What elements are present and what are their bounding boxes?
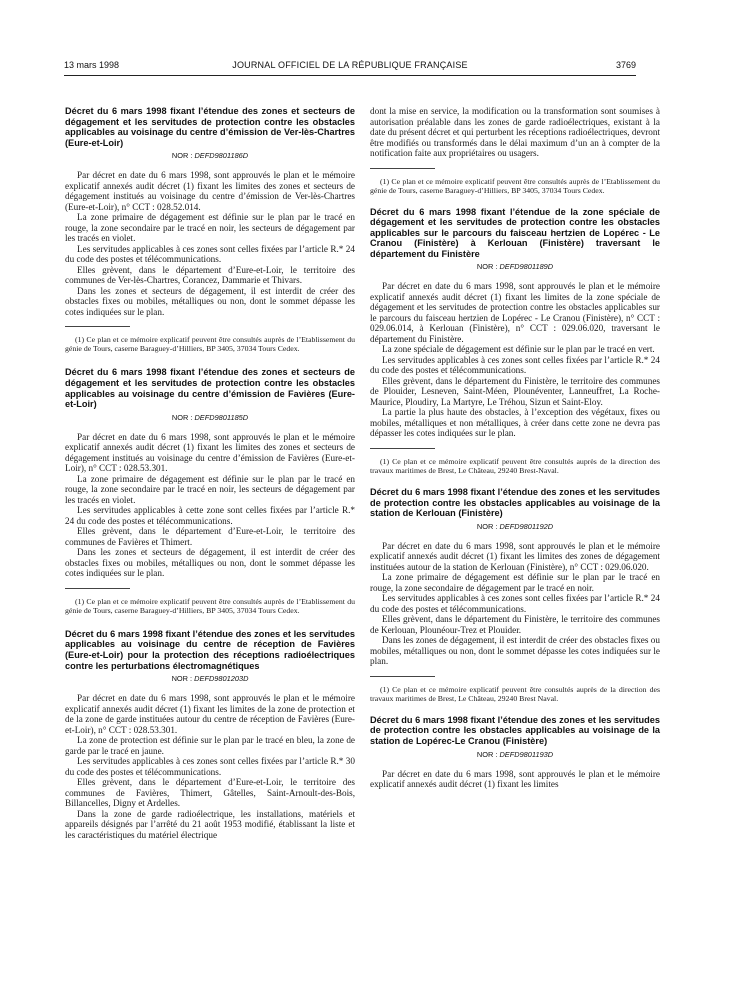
footnote: (1) Ce plan et ce mémoire explicatif peuvent être consultés auprès de la direction des travaux maritimes de Brest, Le Château, 29240 Brest-Naval. — [370, 456, 660, 475]
nor-reference — [370, 750, 660, 759]
footnote: (1) Ce plan et ce mémoire explicatif peuvent être consultés auprès de l’Etablissement du génie de Tours, caserne Baraguey-d’Hilliers, BP 3405, 37034 Tours Cedex. — [65, 596, 355, 615]
nor-reference — [65, 151, 355, 160]
decree-loperec-kerlouan-faisceau — [370, 207, 660, 475]
decree-loperec-station — [370, 715, 660, 790]
nor-code: DEFD9801186D — [194, 151, 249, 161]
footnote-separator — [65, 588, 130, 589]
paragraph: La partie la plus haute des obstacles, à l’exception des végétaux, fixes ou mobiles, métalliques et non métalliques, à créer dans cette zone ne devra pas dépasser les cotes indiquées sur le plan. — [370, 407, 660, 439]
nor-label: NOR : — [171, 674, 195, 684]
paragraph: Elles grèvent, dans le département du Finistère, le territoire des communes de Kerlouan, Plounéour-Trez et Plouider. — [370, 614, 660, 635]
paragraph: Les servitudes applicables à ces zones sont celles fixées par l’article R.* 24 du code des postes et télécommunications. — [370, 593, 660, 614]
decree-title: Décret du 6 mars 1998 fixant l’étendue des zones et les servitudes de protection contre les obstacles applicables au voisinage de la station de Lopérec-Le Cranou (Finistère) — [370, 714, 660, 746]
header-date: 13 mars 1998 — [64, 60, 120, 70]
nor-reference — [65, 413, 355, 422]
nor-code: DEFD9801203D — [194, 674, 249, 684]
paragraph: Les servitudes applicables à cette zone sont celles fixées par l’article R.* 24 du code des postes et télécommunications. — [65, 505, 355, 526]
nor-reference — [65, 674, 355, 683]
decree-ver-les-chartres — [65, 106, 355, 353]
decree-title: Décret du 6 mars 1998 fixant l’étendue des zones et secteurs de dégagement et les servitudes de protection contre les obstacles applicables au voisinage du centre d’émission de Ver-lès-Chartres (Eure-et-Loir) — [65, 106, 355, 148]
paragraph: La zone spéciale de dégagement est définie sur le plan par le tracé en vert. — [382, 344, 655, 355]
paragraph: La zone de protection est définie sur le plan par le tracé en bleu, la zone de garde par le tracé en jaune. — [65, 735, 355, 756]
decree-title: Décret du 6 mars 1998 fixant l’étendue de la zone spéciale de dégagement et les servitudes de protection contre les obstacles applicables sur le parcours du faisceau hertzien de Lopérec - Le Cranou (Finistère) à Kerlouan (Finistère) traversant le département du Finistère — [370, 206, 660, 259]
journal-title: JOURNAL OFFICIEL DE LA RÉPUBLIQUE FRANÇAISE — [232, 60, 468, 70]
paragraph: Par décret en date du 6 mars 1998, sont approuvés le plan et le mémoire explicatif annexés audit décret (1) fixant les limites de la zone de protection et de la zone de garde instituées autour du centre de réception de Favières (Eure-et-Loir), n° CCT : 028.53.301. — [65, 693, 355, 735]
footnote-separator — [370, 676, 435, 677]
nor-label: NOR : — [476, 262, 500, 272]
paragraph: Par décret en date du 6 mars 1998, sont approuvés le plan et le mémoire explicatif annexés audit décret (1) fixant les limites des zones de dégagement instituées autour de la station de Kerlouan (Finistère), n° CCT : 029.06.020. — [370, 540, 660, 572]
decree-favieres-emission — [65, 367, 355, 614]
paragraph: Par décret en date du 6 mars 1998, sont approuvés le plan et le mémoire explicatif annexés audit décret (1) fixant les limites des zones et secteurs de dégagement institués au voisinage du centre d’émission de Ver-lès-Chartres (Eure-et-Loir), n° CCT : 028.52.014. — [65, 170, 355, 212]
nor-code: DEFD9801192D — [499, 521, 554, 531]
paragraph: Par décret en date du 6 mars 1998, sont approuvés le plan et le mémoire explicatif annexés audit décret (1) fixant les limites de la zone spéciale de dégagement et les servitudes de protection contre les obstacles applicables sur le parcours du faisceau hertzien de Lopérec - Le Cranou (Finistère), n° CCT : 029.06.014, à Kerlouan (Finistère), n° CCT : 029.06.020, traversant le département du Finistère. — [370, 281, 660, 344]
nor-reference — [370, 262, 660, 271]
paragraph: Dans les zones et secteurs de dégagement, il est interdit de créer des obstacles fixes ou mobiles, métalliques ou non, dont le sommet dépasse les cotes indiquées sur le plan. — [65, 547, 355, 579]
nor-label: NOR : — [476, 521, 500, 531]
paragraph: Par décret en date du 6 mars 1998, sont approuvés le plan et le mémoire explicatif annexés audit décret (1) fixant les limites des zones et secteurs de dégagement institués au voisinage du centre d’émission de Favières (Eure-et-Loir), n° CCT : 028.53.301. — [65, 431, 355, 474]
footnote-separator — [65, 326, 130, 327]
nor-reference — [370, 522, 660, 531]
nor-code: DEFD9801189D — [499, 262, 554, 272]
nor-label: NOR : — [171, 412, 195, 422]
nor-label: NOR : — [476, 749, 500, 759]
paragraph: La zone primaire de dégagement est définie sur le plan par le tracé en rouge, la zone secondaire par le tracé en noir, les secteurs de dégagement par les tracés en violet. — [65, 473, 355, 505]
nor-label: NOR : — [171, 151, 195, 161]
paragraph: Par décret en date du 6 mars 1998, sont approuvés le plan et le mémoire explicatif annexés audit décret (1) fixant les limites — [370, 768, 660, 790]
header-rule — [64, 75, 636, 76]
paragraph: Dans la zone de garde radioélectrique, les installations, matériels et appareils désignés par l’arrêté du 21 août 1953 modifié, établissant la liste et les caractéristiques du matériel électrique — [65, 808, 355, 840]
paragraph: Dans les zones de dégagement, il est interdit de créer des obstacles fixes ou mobiles, métalliques ou non, dont le sommet dépasse les cotes indiquées sur le plan. — [370, 635, 660, 667]
decree-title: Décret du 6 mars 1998 fixant l’étendue des zones et secteurs de dégagement et les servitudes de protection contre les obstacles applicables au voisinage du centre d’émission de Favières (Eure-et-Loir) — [65, 367, 355, 410]
decree-favieres-reception-continued — [370, 106, 660, 195]
paragraph: Elles grèvent, dans le département d’Eure-et-Loir, le territoire des communes de Favières, Thimert, Gâtelles, Saint-Arnoult-des-Bois, Billancelles, Digny et Ardelles. — [65, 777, 355, 809]
decree-kerlouan-station — [370, 487, 660, 703]
paragraph: La zone primaire de dégagement est définie sur le plan par le tracé en rouge, la zone secondaire de dégagement par le tracé en noir. — [370, 572, 660, 593]
footnote: (1) Ce plan et ce mémoire explicatif peuvent être consultés auprès de la direction des travaux maritimes de Brest, Le Château, 29240 Brest Naval. — [370, 684, 660, 703]
nor-code: DEFD9801185D — [194, 412, 249, 422]
footnote-separator — [370, 448, 435, 449]
paragraph: Dans les zones et secteurs de dégagement, il est interdit de créer des obstacles fixes ou mobiles, métalliques ou non, dont le sommet dépasse les cotes indiquées sur le plan. — [65, 285, 355, 317]
paragraph: Elles grèvent, dans le département d’Eure-et-Loir, le territoire des communes de Ver-lès-Chartres, Corancez, Dammarie et Thivars. — [65, 264, 355, 286]
paragraph: Elles grèvent, dans le département du Finistère, le territoire des communes de Plouider, Lesneven, Saint-Méen, Plounéventer, Lanneuffret, La Roche-Maurice, Ploudiry, La Martyre, Le Tréhou, Sizun et Saint-Eloy. — [370, 375, 660, 407]
footnote-separator — [370, 168, 435, 169]
right-column — [370, 106, 660, 790]
left-column — [65, 106, 355, 840]
page-header — [64, 60, 636, 74]
paragraph: La zone primaire de dégagement est définie sur le plan par le tracé en rouge, la zone secondaire par le tracé en noir, les secteurs de dégagement par les tracés en violet. — [65, 212, 355, 244]
paragraph: Les servitudes applicables à ces zones sont celles fixées par l’article R.* 30 du code des postes et télécommunications. — [65, 756, 355, 777]
paragraph: Elles grèvent, dans le département d’Eure-et-Loir, le territoire des communes de Favières et Thimert. — [65, 526, 355, 547]
paragraph: Les servitudes applicables à ces zones sont celles fixées par l’article R.* 24 du code des postes et télécommunications. — [65, 243, 355, 265]
paragraph: Les servitudes applicables à ces zones sont celles fixées par l’article R.* 24 du code des postes et télécommunications. — [370, 354, 660, 376]
nor-code: DEFD9801193D — [499, 749, 554, 759]
decree-title: Décret du 6 mars 1998 fixant l’étendue des zones et les servitudes de protection contre les obstacles applicables au voisinage de la station de Kerlouan (Finistère) — [370, 486, 660, 519]
page-number: 3769 — [615, 60, 636, 70]
footnote: (1) Ce plan et ce mémoire explicatif peuvent être consultés auprès de l’Etablissement du génie de Tours, caserne Baraguey-d’Hilliers, BP 3405, 37034 Tours Cedex. — [65, 335, 355, 354]
paragraph: dont la mise en service, la modification ou la transformation sont soumises à autorisation préalable dans les zones de garde radioélectriques, existant à la date du présent décret et qui perturbent les réceptions radioélectriques, devront être modifiés ou transformés dans le délai maximum d’un an à compter de la notification faite aux propriétaires ou usagers. — [370, 106, 660, 158]
footnote: (1) Ce plan et ce mémoire explicatif peuvent être consultés auprès de l’Etablissement du génie de Tours, caserne Baraguey-d’Hilliers, BP 3405, 37034 Tours Cedex. — [370, 176, 660, 195]
decree-title: Décret du 6 mars 1998 fixant l’étendue des zones et les servitudes applicables au voisinage du centre de réception de Favières (Eure-et-Loir) pour la protection des réceptions radioélectriques contre les perturbations électromagnétiques — [65, 628, 355, 671]
decree-favieres-reception — [65, 629, 355, 840]
